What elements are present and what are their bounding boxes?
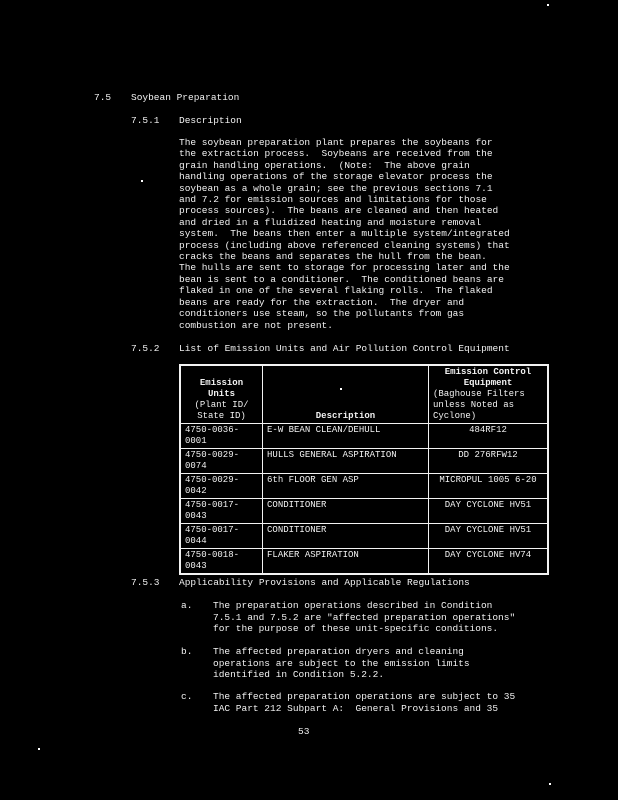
table-row xyxy=(180,449,548,474)
paragraph-line: handling operations of the storage elevator process the xyxy=(179,171,493,183)
header-line: Emission Control xyxy=(444,367,532,377)
table-row xyxy=(180,474,548,499)
subsection-number-emission-list: 7.5.2 xyxy=(131,343,160,354)
header-line: State ID) xyxy=(197,411,246,421)
applicability-item-c xyxy=(213,691,515,714)
description-cell: FLAKER ASPIRATION xyxy=(263,549,429,575)
item-line: IAC Part 212 Subpart A: General Provisions and 35 xyxy=(213,702,499,714)
header-description: Description xyxy=(263,365,429,424)
description-cell: CONDITIONER xyxy=(263,499,429,524)
paragraph-line: and 7.2 for emission sources and limitations for those xyxy=(179,194,487,206)
paragraph-line: The hulls are sent to storage for processing later and the xyxy=(179,262,510,274)
applicability-item-a xyxy=(213,600,515,635)
item-line: for the purpose of these unit-specific conditions. xyxy=(213,623,499,635)
unit-id-cell: 4750-0029- 0074 xyxy=(180,449,263,474)
header-line: unless Noted as xyxy=(432,400,514,410)
header-line: (Baghouse Filters xyxy=(432,389,525,399)
paragraph-line: conditioners use steam, so the pollutants from gas xyxy=(179,308,465,320)
table-row xyxy=(180,549,548,575)
control-cell: 484RF12 xyxy=(428,424,548,449)
description-cell: CONDITIONER xyxy=(263,524,429,549)
paragraph-line: and dried in a fluidized heating and moisture removal xyxy=(179,216,482,228)
scan-speck xyxy=(38,748,40,750)
subsection-number-applicability: 7.5.3 xyxy=(131,577,160,588)
table-row xyxy=(180,499,548,524)
control-cell: DD 276RFW12 xyxy=(428,449,548,474)
subsection-title-description: Description xyxy=(179,115,242,126)
scan-speck xyxy=(141,180,143,182)
control-cell: DAY CYCLONE HV51 xyxy=(428,499,548,524)
header-emission-units xyxy=(180,365,263,424)
item-line: identified in Condition 5.2.2. xyxy=(213,669,385,681)
header-line: Cyclone) xyxy=(432,411,477,421)
item-line: The affected preparation operations are subject to 35 xyxy=(213,691,516,702)
header-line: Equipment xyxy=(463,378,513,388)
item-label: c. xyxy=(181,691,193,702)
paragraph-line: process (including above referenced cleaning systems) that xyxy=(179,239,510,251)
section-title: Soybean Preparation xyxy=(131,92,240,103)
paragraph-line: system. The beans then enter a multiple system/integrated xyxy=(179,228,510,240)
table-row xyxy=(180,524,548,549)
paragraph-line: beans are ready for the extraction. The dryer and xyxy=(179,296,465,308)
paragraph-line: process sources). The beans are cleaned and then heated xyxy=(179,205,499,217)
table-header-row xyxy=(180,365,548,424)
emission-units-table xyxy=(179,364,549,575)
paragraph-line: bean is sent to a conditioner. The conditioned beans are xyxy=(179,273,504,285)
paragraph-line: soybean as a whole grain; see the previous sections 7.1 xyxy=(179,182,493,194)
header-line: (Plant ID/ xyxy=(194,400,249,410)
page-number: 53 xyxy=(298,726,310,737)
paragraph-line: cracks the beans and separates the hull from the bean. xyxy=(179,251,487,263)
item-label: a. xyxy=(181,600,193,611)
item-label: b. xyxy=(181,646,193,657)
unit-id-cell: 4750-0036- 0001 xyxy=(180,424,263,449)
header-control-equipment xyxy=(428,365,548,424)
paragraph-line: combustion are not present. xyxy=(179,319,333,331)
table-row xyxy=(180,424,548,449)
description-paragraph xyxy=(179,137,510,331)
applicability-item-b xyxy=(213,646,470,681)
unit-id-cell: 4750-0018- 0043 xyxy=(180,549,263,575)
subsection-title-applicability: Applicability Provisions and Applicable Regulations xyxy=(179,577,470,588)
unit-id-cell: 4750-0017- 0043 xyxy=(180,499,263,524)
item-line: The affected preparation dryers and cleaning xyxy=(213,646,464,657)
description-cell: E-W BEAN CLEAN/DEHULL xyxy=(263,424,429,449)
control-cell: MICROPUL 1005 6-20 xyxy=(428,474,548,499)
control-cell: DAY CYCLONE HV74 xyxy=(428,549,548,575)
unit-id-cell: 4750-0017- 0044 xyxy=(180,524,263,549)
description-cell: HULLS GENERAL ASPIRATION xyxy=(263,449,429,474)
paragraph-line: grain handling operations. (Note: The above grain xyxy=(179,159,470,171)
header-line: Units xyxy=(208,389,236,399)
paragraph-line: flaked in one of the several flaking rolls. The flaked xyxy=(179,285,493,297)
paragraph-line: The soybean preparation plant prepares the soybeans for xyxy=(179,137,493,148)
control-cell: DAY CYCLONE HV51 xyxy=(428,524,548,549)
item-line: The preparation operations described in Condition xyxy=(213,600,493,611)
header-line: Emission xyxy=(199,378,244,388)
scan-speck xyxy=(547,4,549,6)
item-line: 7.5.1 and 7.5.2 are "affected preparation operations" xyxy=(213,611,516,623)
section-number: 7.5 xyxy=(94,92,112,103)
subsection-number-description: 7.5.1 xyxy=(131,115,160,126)
subsection-title-emission-list: List of Emission Units and Air Pollution Control Equipment xyxy=(179,343,510,354)
scan-speck xyxy=(549,783,551,785)
unit-id-cell: 4750-0029- 0042 xyxy=(180,474,263,499)
paragraph-line: the extraction process. Soybeans are received from the xyxy=(179,148,493,160)
item-line: operations are subject to the emission limits xyxy=(213,657,470,669)
description-cell: 6th FLOOR GEN ASP xyxy=(263,474,429,499)
